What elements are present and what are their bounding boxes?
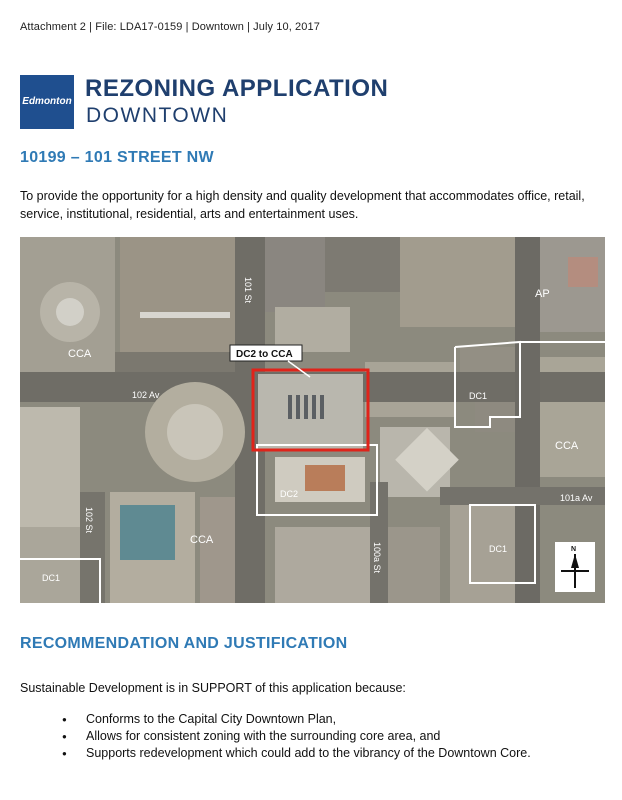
list-item: ● Conforms to the Capital City Downtown Plan, — [62, 711, 531, 728]
edmonton-logo — [20, 75, 74, 129]
support-statement: Sustainable Development is in SUPPORT of this application because: — [20, 681, 406, 695]
zone-label-dc2-south: DC2 — [280, 489, 299, 499]
street-label-100ast: 100a St — [372, 542, 382, 574]
zone-label-cca-south: CCA — [190, 534, 214, 546]
section-heading: RECOMMENDATION AND JUSTIFICATION — [20, 635, 348, 652]
aerial-map-graphic — [20, 237, 605, 603]
list-item: ● Supports redevelopment which could add to the vibrancy of the Downtown Core. — [62, 745, 531, 762]
justification-list — [62, 711, 531, 762]
zone-label-dc1-southeast: DC1 — [489, 544, 508, 554]
street-label-101aav: 101a Av — [560, 493, 593, 503]
aerial-map — [20, 237, 605, 603]
zone-label-cca-west: CCA — [68, 348, 92, 360]
street-label-102av: 102 Av — [132, 390, 160, 400]
north-arrow-icon: N — [571, 546, 577, 553]
list-item: ● Allows for consistent zoning with the surrounding core area, and — [62, 728, 531, 745]
attachment-line: Attachment 2 | File: LDA17-0159 | Downtown | July 10, 2017 — [20, 21, 320, 33]
zone-label-dc1-east: DC1 — [469, 391, 488, 401]
zone-label-dc1-southwest: DC1 — [42, 573, 61, 583]
zone-label-ap: AP — [535, 288, 550, 300]
logo-text: Edmonton — [22, 96, 72, 107]
page-title: REZONING APPLICATION — [85, 75, 389, 102]
intro-paragraph: To provide the opportunity for a high density and quality development that accommodates office, retail, service, institutional, residential, arts and entertainment uses. — [20, 189, 585, 221]
map-callout-label: DC2 to CCA — [236, 349, 293, 360]
page-subtitle: DOWNTOWN — [86, 104, 229, 127]
street-label-102st: 102 St — [84, 507, 94, 534]
site-address: 10199 – 101 STREET NW — [20, 149, 214, 166]
zone-label-cca-east: CCA — [555, 440, 579, 452]
street-label-101st: 101 St — [243, 277, 253, 304]
